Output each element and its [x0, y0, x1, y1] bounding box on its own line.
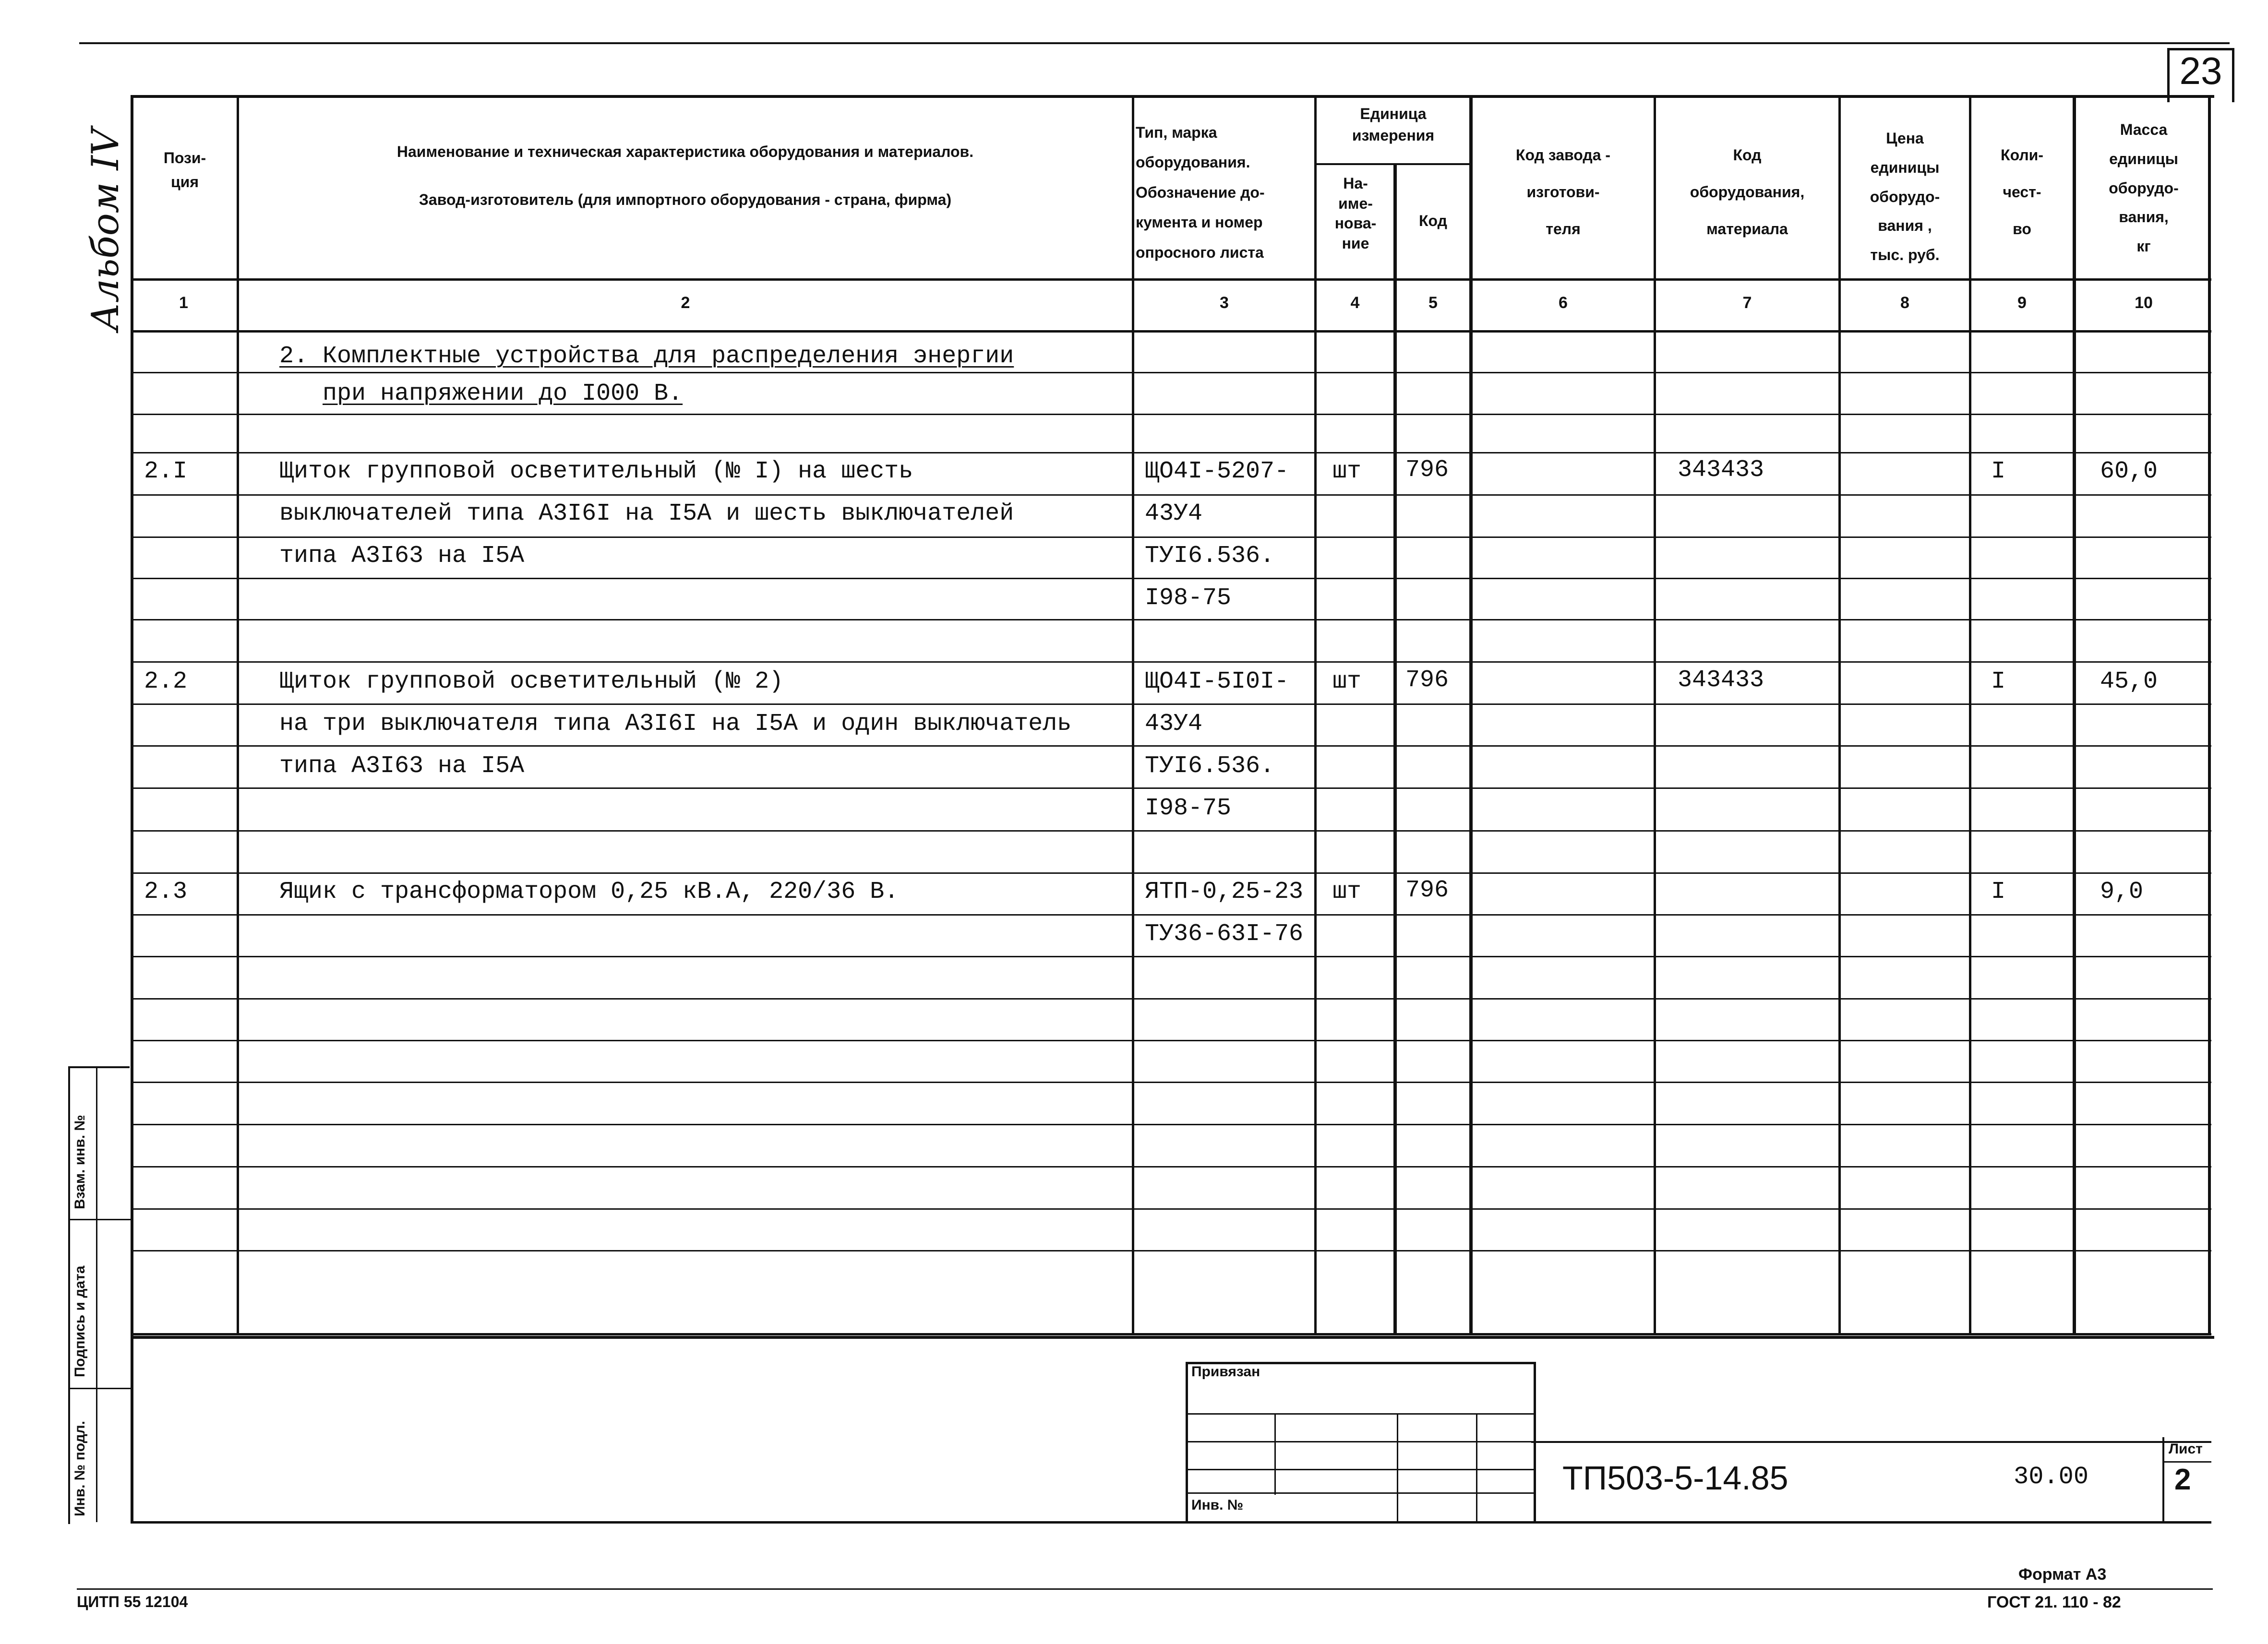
row-line: [131, 1208, 2211, 1210]
row-line: [131, 1250, 2211, 1251]
item-type-line: ТУI6.536.: [1145, 542, 1275, 570]
row-line: [131, 1040, 2211, 1041]
colnum-bottom: [131, 330, 2211, 333]
album-label: Альбом IV: [84, 128, 127, 331]
privyazan-line: [1186, 1413, 1534, 1415]
row-line: [131, 956, 2211, 957]
item-type-line: ТУ36-63I-76: [1145, 920, 1304, 948]
row-line: [131, 536, 2211, 538]
item-mass: 9,0: [2100, 878, 2144, 905]
section-title-line2: при напряжении до I000 В.: [323, 380, 683, 407]
item-type-line: I98-75: [1145, 584, 1232, 612]
item-qty: I: [1991, 458, 2006, 485]
stamp-bottom-border: [131, 1521, 2211, 1524]
header-name-line2: Завод-изготовитель (для импортного оборудования - страна, фирма): [419, 191, 952, 208]
header-unit-code: Код: [1419, 212, 1447, 229]
side-label-inv-podl: Инв. № подл.: [72, 1420, 88, 1516]
column-number: 6: [1559, 294, 1568, 312]
privyazan-line: [1186, 1469, 1534, 1470]
item-name-line: выключателей типа А3I6I на I5А и шесть выключателей: [279, 500, 1014, 527]
row-line: [131, 830, 2211, 832]
table-right-border: [2208, 95, 2211, 1333]
row-line: [131, 1166, 2211, 1167]
document-code: ТП503-5-14.85: [1562, 1459, 1788, 1497]
col-line-8: [1969, 95, 1971, 1333]
col-line-4: [1393, 163, 1397, 1333]
privyazan-col: [1476, 1413, 1477, 1521]
row-line: [131, 372, 2211, 373]
col-line-7: [1838, 95, 1841, 1333]
header-unit: Единица измерения: [1352, 105, 1435, 144]
row-line: [131, 914, 2211, 916]
row-line: [131, 872, 2211, 874]
item-unit-code: 796: [1405, 667, 1449, 694]
header-equip-code: Код оборудования, материала: [1690, 146, 1805, 238]
footer-format: Формат А3: [2018, 1565, 2107, 1584]
row-line: [131, 452, 2211, 453]
row-line: [131, 1082, 2211, 1083]
list-label: Лист: [2169, 1441, 2203, 1457]
item-name-line: Ящик с трансформатором 0,25 кВ.А, 220/36 В.: [279, 878, 899, 905]
item-position: 2.3: [144, 878, 188, 905]
item-position: 2.2: [144, 668, 188, 695]
item-name-line: на три выключателя типа А3I6I на I5А и один выключатель: [279, 710, 1072, 738]
column-number: 2: [681, 294, 690, 312]
item-type-line: 43У4: [1145, 710, 1203, 738]
header-name-line1: Наименование и техническая характеристика оборудования и материалов.: [396, 143, 974, 160]
item-equip-code: 343433: [1678, 456, 1764, 484]
item-type-line: ЩО4I-5I0I-: [1145, 668, 1289, 695]
row-line: [131, 1124, 2211, 1125]
col-line-2: [1132, 95, 1134, 1333]
item-unit-code: 796: [1405, 456, 1449, 484]
item-unit: шт: [1332, 668, 1362, 695]
item-equip-code: 343433: [1678, 667, 1764, 694]
item-qty: I: [1991, 878, 2006, 905]
row-line: [131, 661, 2211, 663]
privyazan-line: [1186, 1492, 1534, 1494]
list-number: 2: [2174, 1463, 2191, 1496]
footer-left-code: ЦИТП 55 12104: [77, 1593, 188, 1610]
column-number: 1: [179, 294, 188, 312]
header-mass: Масса единицы оборудо- вания, кг: [2109, 121, 2179, 255]
item-name-line: типа А3I63 на I5А: [279, 752, 525, 780]
row-line: [131, 998, 2211, 1000]
header-unit-name: На- име- нова- ние: [1334, 175, 1377, 252]
column-number: 5: [1428, 294, 1438, 312]
privyazan-col: [1274, 1413, 1276, 1495]
item-type-line: ЩО4I-5207-: [1145, 458, 1289, 485]
row-line: [131, 703, 2211, 705]
column-number: 3: [1220, 294, 1229, 312]
item-position: 2.I: [144, 458, 188, 485]
top-border: [79, 42, 2230, 44]
item-unit: шт: [1332, 458, 1362, 485]
item-name-line: типа А3I63 на I5А: [279, 542, 525, 570]
item-type-line: ЯТП-0,25-23: [1145, 878, 1304, 905]
row-line: [131, 494, 2211, 496]
column-number: 4: [1350, 294, 1360, 312]
item-type-line: I98-75: [1145, 795, 1232, 822]
section-title-line1: 2. Комплектные устройства для распределения энергии: [279, 343, 1014, 370]
item-type-line: ТУI6.536.: [1145, 752, 1275, 780]
header-position: Пози- ция: [163, 149, 206, 191]
table-body-bottom: [131, 1333, 2211, 1335]
header-qty: Коли- чест- во: [2001, 146, 2043, 238]
footer-divider: [77, 1588, 2213, 1590]
side-stamp-line: [68, 1219, 131, 1220]
list-box-left: [2162, 1437, 2164, 1523]
inv-number-label: Инв. №: [1191, 1497, 1244, 1513]
item-qty: I: [1991, 668, 2006, 695]
col-line-6: [1654, 95, 1656, 1333]
title-block-top: [1531, 1441, 2211, 1443]
header-factory-code: Код завода - изготови- теля: [1515, 146, 1611, 238]
col-line-5: [1469, 95, 1473, 1333]
footer-gost: ГОСТ 21. 110 - 82: [1987, 1593, 2121, 1611]
side-stamp-line: [68, 1388, 131, 1389]
row-line: [131, 414, 2211, 415]
row-line: [131, 578, 2211, 579]
corner-sheet-number: 23: [2179, 49, 2222, 92]
item-unit: шт: [1332, 878, 1362, 905]
side-stamp-divider: [96, 1066, 97, 1522]
column-number: 7: [1742, 294, 1752, 312]
row-line: [131, 619, 2211, 620]
col-line-9: [2073, 95, 2076, 1333]
row-line: [131, 787, 2211, 789]
sheet-suffix: 30.00: [2014, 1463, 2089, 1491]
header-bottom: [131, 278, 2211, 281]
unit-subheader-line: [1314, 163, 1469, 165]
privyazan-col: [1397, 1413, 1398, 1521]
side-label-podpis: Подпись и дата: [72, 1265, 88, 1377]
header-type: Тип, марка оборудования. Обозначение до- кумента и номер опросного листа: [1136, 124, 1265, 261]
column-number: 9: [2017, 294, 2027, 312]
item-mass: 60,0: [2100, 458, 2158, 485]
stamp-left-border: [131, 1333, 133, 1523]
column-number: 8: [1900, 294, 1909, 312]
item-unit-code: 796: [1405, 877, 1449, 904]
item-mass: 45,0: [2100, 668, 2158, 695]
privyazan-label: Привязан: [1191, 1364, 1260, 1380]
item-name-line: Щиток групповой осветительный (№ I) на шесть: [279, 458, 913, 485]
header-price: Цена единицы оборудо- вания , тыс. руб.: [1870, 130, 1940, 264]
col-line-1: [237, 95, 239, 1333]
col-line-3: [1314, 95, 1317, 1333]
side-label-vzam: Взам. инв. №: [72, 1115, 88, 1209]
item-name-line: Щиток групповой осветительный (№ 2): [279, 668, 784, 695]
item-type-line: 43У4: [1145, 500, 1203, 527]
row-line: [131, 745, 2211, 747]
column-number: 10: [2135, 294, 2153, 312]
privyazan-line: [1186, 1441, 1534, 1442]
